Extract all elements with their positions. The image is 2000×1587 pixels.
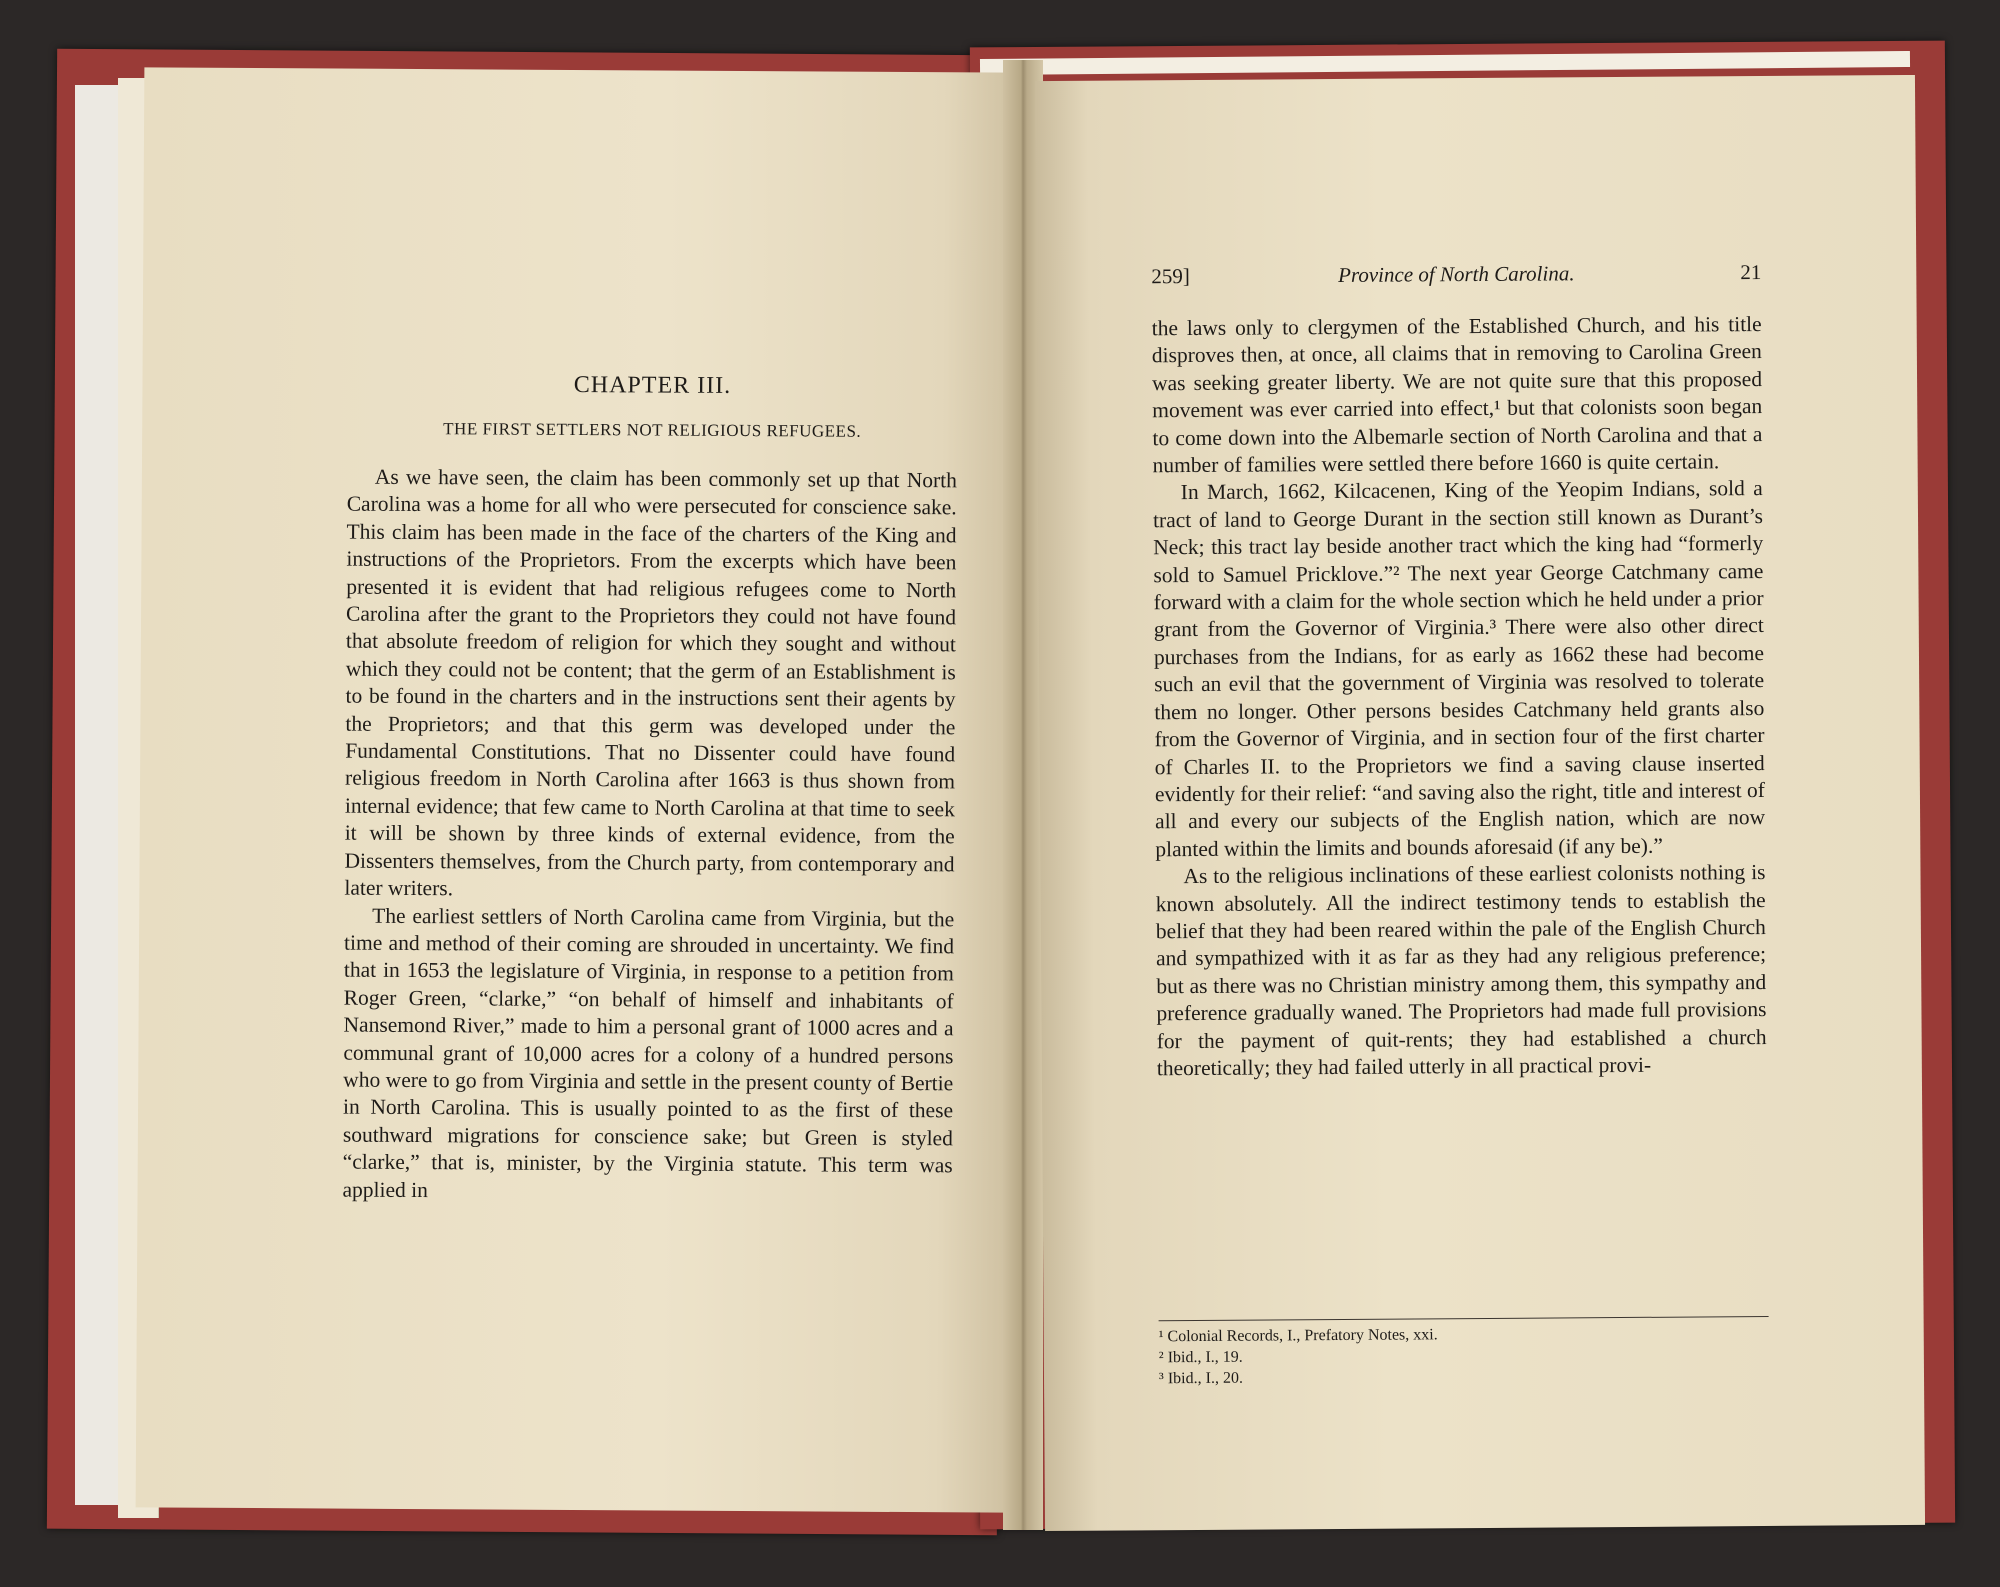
chapter-title: CHAPTER III. <box>573 371 732 399</box>
left-page <box>136 67 1015 1512</box>
footnote-rule <box>1159 1316 1769 1321</box>
left-body-text <box>342 464 957 1208</box>
chapter-subtitle: THE FIRST SETTLERS NOT RELIGIOUS REFUGEES. <box>443 419 862 441</box>
footnote: ² Ibid., I., 19. <box>1158 1348 1243 1367</box>
page-number: 21 <box>1740 260 1762 285</box>
running-head <box>1151 260 1762 289</box>
paragraph: As we have seen, the claim has been commonly set up that North Carolina was a home for all who were persecuted for conscience sake. This claim has been made in the face of the charters of the King and instructions of the Proprietors. From the excerpts which have been presented it is evident that had religious refugees come to North Carolina after the grant to the Proprietors they could not have found that absolute freedom of religion for which they sought and without which they could not be content; that the germ of an Establishment is to be found in the charters and in the instructions sent their agents by the Proprietors; and that this germ was developed under the Fundamental Constitutions. That no Dissenter could have found religious freedom in North Carolina after 1663 is thus shown from internal evidence; that few came to North Carolina at that time to seek it will be shown by three kinds of external evidence, from the Dissenters themselves, from the Church party, from contemporary and later writers. <box>344 464 957 901</box>
right-body-text <box>1152 311 1767 1083</box>
paragraph: the laws only to clergymen of the Established Church, and his title disproves then, at once, all claims that in removing to Carolina Green was seeking greater liberty. We are not quite sure that this proposed movement was ever carried into effect,¹ but that colonists soon began to come down into the Albemarle section of North Carolina and that a number of families were settled there before 1660 is quite certain. <box>1151 312 1763 478</box>
right-page <box>1035 75 1925 1531</box>
paragraph: In March, 1662, Kilcacenen, King of the Yeopim Indians, sold a tract of land to George Durant in the section still known as Durant’s Neck; this tract lay beside another tract which the king had “formerly sold to Samuel Pricklove.”² The next year George Catchmany came forward with a claim for the whole section which he held under a prior grant from the Governor of Virginia.³ There were also other direct purchases from the Indians, for as early as 1662 these had become such an evil that the government of Virginia was resolved to tolerate them no longer. Other persons besides Catchmany held grants also from the Governor of Virginia, and in section four of the first charter of Charles II. to the Proprietors we find a saving clause inserted evidently for their relief: “and saving also the right, title and interest of all and every our subjects of the English nation, which are now planted within the limits and bounds aforesaid (if any be).” <box>1152 476 1766 861</box>
footnotes <box>1159 1322 1769 1389</box>
folio-bracket: 259] <box>1151 264 1190 289</box>
paragraph: As to the religious inclinations of these earliest colonists nothing is known absolutely. All the indirect testimony tends to establish the belief that they had been reared within the pale of the English Church and sympathized with it as far as they had any religious preference; but as there was no Christian ministry among them, this sympathy and preference gradually waned. The Proprietors had made full provisions for the payment of quit-rents; they had established a church theoretically; they had failed utterly in all practical provi- <box>1155 860 1767 1081</box>
running-head-title: Province of North Carolina. <box>1338 261 1575 287</box>
footnote: ¹ Colonial Records, I., Prefatory Notes, xxi. <box>1158 1326 1438 1346</box>
footnote: ³ Ibid., I., 20. <box>1158 1369 1243 1388</box>
paragraph: The earliest settlers of North Carolina came from Virginia, but the time and method of their coming are shrouded in uncertainty. We find that in 1653 the legislature of Virginia, in response to a petition from Roger Green, “clarke,” “on behalf of himself and inhabitants of Nansemond River,” made to him a personal grant of 1000 acres and a communal grant of 10,000 acres for a colony of a hundred persons who were to go from Virginia and settle in the present county of Bertie in North Carolina. This is usually pointed to as the first of these southward migrations for conscience sake; but Green is styled “clarke,” that is, minister, by the Virginia statute. This term was applied in <box>342 903 955 1202</box>
